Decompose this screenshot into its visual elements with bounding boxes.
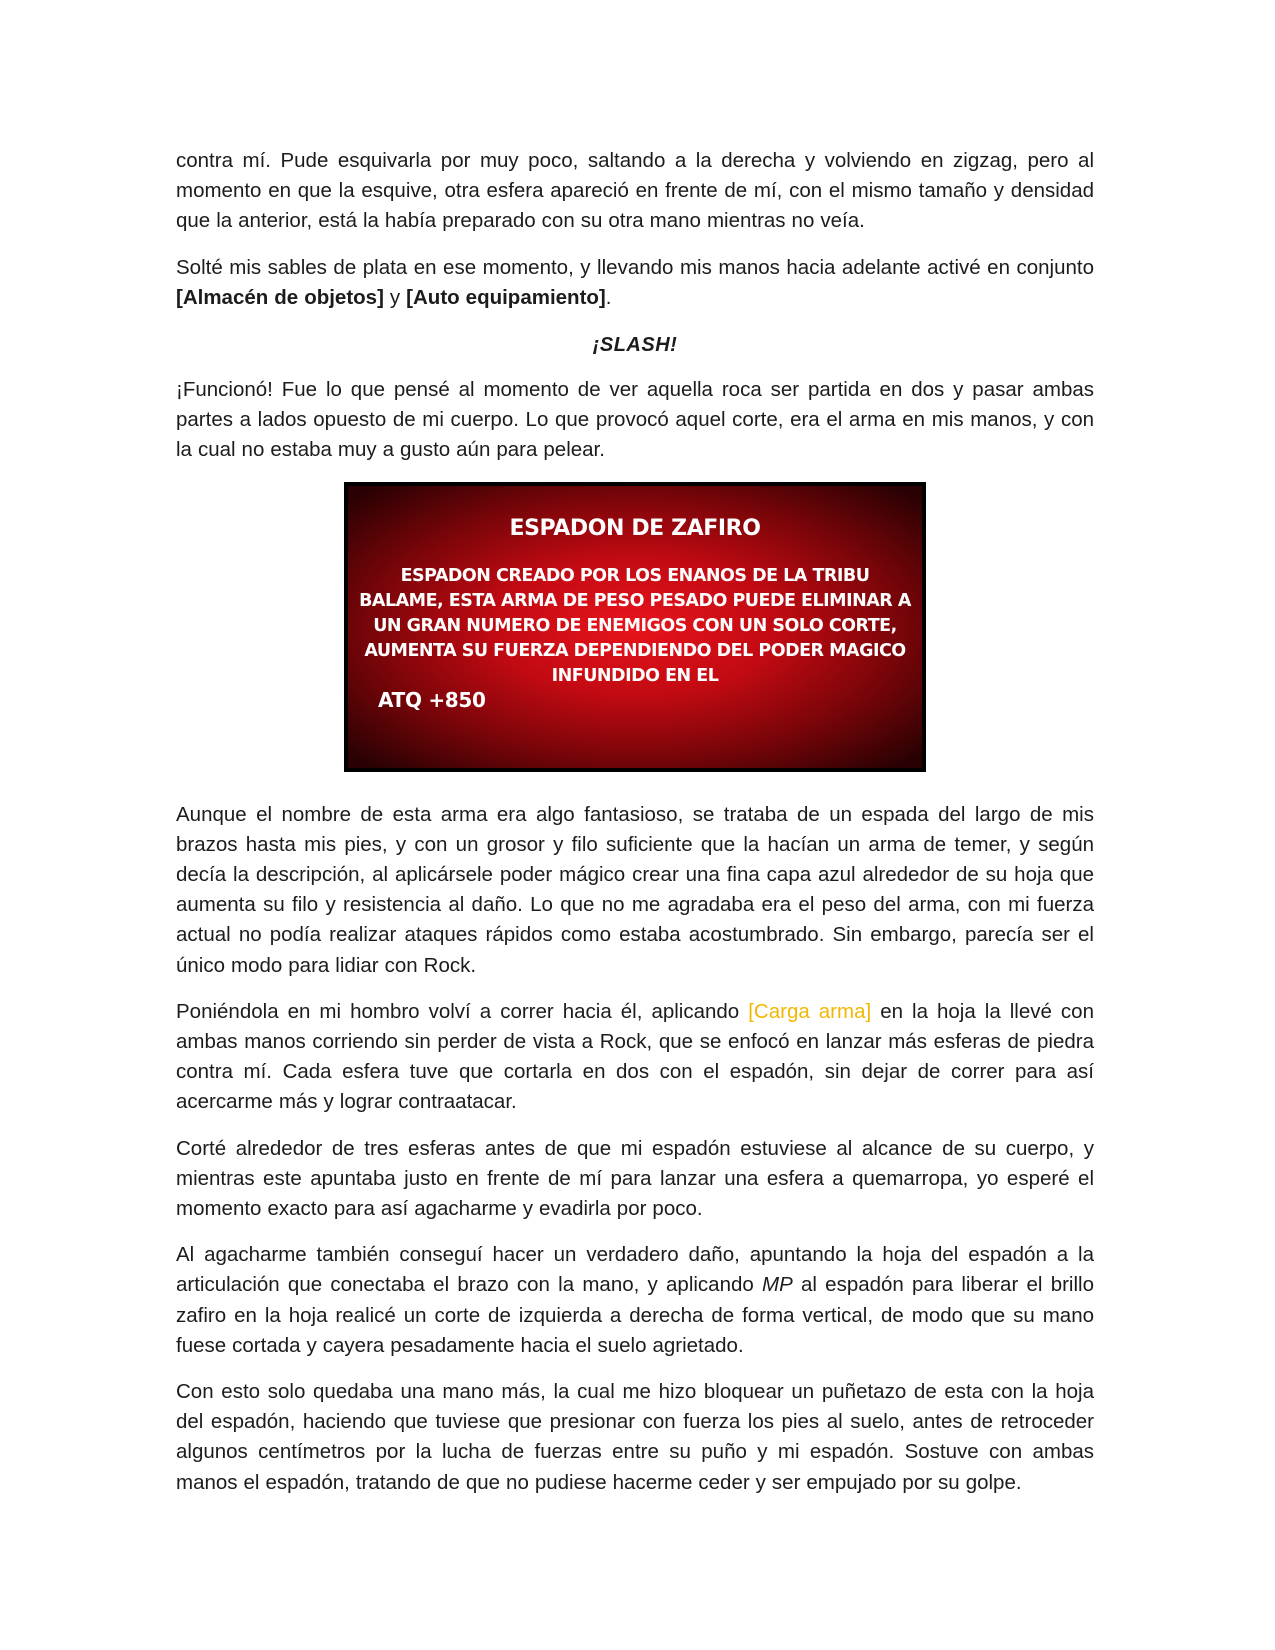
paragraph-4: Aunque el nombre de esta arma era algo fantasioso, se trataba de un espada del largo de mis brazos hasta mis pies, y con un grosor y filo suficiente que la hacían un arma de temer, y según decía la descripción, al aplicársele poder mágico crear una fina capa azul alrededor de su hoja que aumenta su filo y resistencia al daño. Lo que no me agradaba era el peso del arma, con mi fuerza actual no podía realizar ataques rápidos como estaba acostumbrado. Sin embargo, parecía ser el único modo para lidiar con Rock. (176, 802, 1094, 977)
paragraph-7-text-start: Al agacharme también conseguí hacer un verdadero daño, apuntando la hoja del espadón a la articulación que conectaba el brazo con la mano, y aplicando (176, 1243, 1094, 1297)
skill-carga-arma: [Carga arma] (748, 999, 872, 1023)
paragraph-5-text-start: Poniéndola en mi hombro volví a correr hacia él, aplicando (176, 999, 749, 1023)
paragraph-1: contra mí. Pude esquivarla por muy poco, saltando a la derecha y volviendo en zigzag, pero al momento en que la esquive, otra esfera apareció en frente de mí, con el mismo tamaño y densidad que la anterior, está la había preparado con su otra mano mientras no veía. (176, 149, 1094, 233)
paragraph-7 (176, 1240, 1094, 1361)
paragraph-6: Corté alrededor de tres esferas antes de que mi espadón estuviese al alcance de su cuerpo, y mientras este apuntaba justo en frente de mí para lanzar una esfera a quemarropa, yo esperé el momento exacto para así agacharme y evadirla por poco. (176, 1136, 1094, 1221)
item-card-description: ESPADON CREADO POR LOS ENANOS DE LA TRIBU BALAME, ESTA ARMA DE PESO PESADO PUEDE ELIMINAR A UN GRAN NUMERO DE ENEMIGOS CON UN SOLO CORTE, AUMENTA SU FUERZA DEPENDIENDO DEL PODER MAGICO INFUNDIDO EN EL (359, 565, 911, 686)
item-card-title: ESPADON DE ZAFIRO (509, 515, 761, 541)
paragraph-3: ¡Funcionó! Fue lo que pensé al momento de ver aquella roca ser partida en dos y pasar ambas partes a lados opuesto de mi cuerpo. Lo que provocó aquel corte, era el arma en mis manos, y con la cual no estaba muy a gusto aún para pelear. (176, 378, 1094, 462)
mp-term: MP (762, 1273, 793, 1297)
item-card-attack-stat: ATQ +850 (378, 687, 486, 712)
paragraph-2 (176, 253, 1094, 313)
item-description-card (344, 482, 926, 772)
document-page (176, 146, 1094, 1514)
paragraph-2-text-start: Solté mis sables de plata en ese momento, y llevando mis manos hacia adelante activé en conjunto (176, 255, 1094, 279)
paragraph-2-text-end: . (605, 285, 612, 309)
paragraph-8: Con esto solo quedaba una mano más, la cual me hizo bloquear un puñetazo de esta con la hoja del espadón, haciendo que tuviese que presionar con fuerza los pies al suelo, antes de retroceder algunos centímetros por la lucha de fuerzas entre su puño y mi espadón. Sostuve con ambas manos el espadón, tratando de que no pudiese hacerme ceder y ser empujado por su golpe. (176, 1380, 1094, 1494)
sound-effect-slash: ¡SLASH! (592, 334, 678, 357)
paragraph-7-text-end: al espadón para liberar el brillo zafiro en la hoja realicé un corte de izquierda a derecha de forma vertical, de modo que su mano fuese cortada y cayera pesadamente hacia el suelo agrietado. (176, 1273, 1094, 1357)
paragraph-2-text-mid: y (383, 285, 407, 309)
skill-almacen-de-objetos: [Almacén de objetos] (176, 285, 384, 309)
skill-auto-equipamiento: [Auto equipamiento] (406, 285, 606, 309)
paragraph-5 (176, 997, 1094, 1118)
item-card-background (348, 486, 922, 768)
paragraph-5-text-end: en la hoja la llevé con ambas manos corriendo sin perder de vista a Rock, que se enfocó en lanzar más esferas de piedra contra mí. Cada esfera tuve que cortarla en dos con el espadón, sin dejar de correr para así acercarme más y lograr contraatacar. (176, 999, 1094, 1114)
